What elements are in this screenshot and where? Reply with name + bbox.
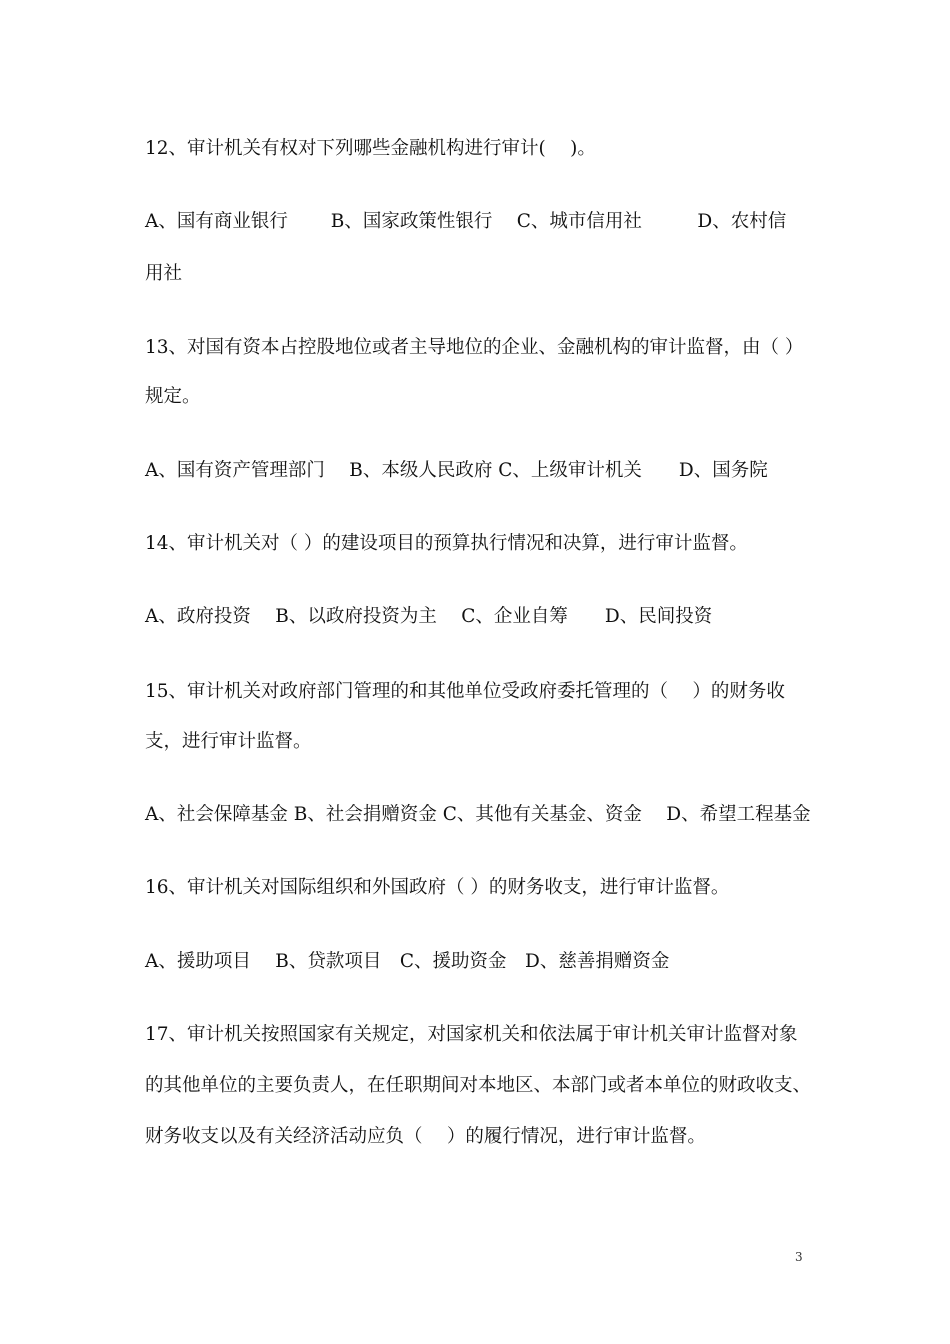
question-12-options-continued: 用社 bbox=[145, 263, 183, 284]
question-17-text-line-3: 财务收支以及有关经济活动应负（ ）的履行情况，进行审计监督。 bbox=[145, 1126, 706, 1147]
question-13-text: 13、对国有资本占控股地位或者主导地位的企业、金融机构的审计监督，由（ ） bbox=[145, 337, 804, 358]
question-12-options: A、国有商业银行 B、国家政策性银行 C、城市信用社 D、农村信 bbox=[145, 211, 787, 232]
question-15-text-continued: 支，进行审计监督。 bbox=[145, 731, 312, 752]
question-17-text-line-2: 的其他单位的主要负责人，在任职期间对本地区、本部门或者本单位的财政收支、 bbox=[145, 1075, 812, 1096]
question-17-text: 17、审计机关按照国家有关规定，对国家机关和依法属于审计机关审计监督对象 bbox=[145, 1024, 798, 1045]
question-15-options: A、社会保障基金 B、社会捐赠资金 C、其他有关基金、资金 D、希望工程基金 bbox=[145, 804, 811, 825]
question-16-text: 16、审计机关对国际组织和外国政府（ ）的财务收支，进行审计监督。 bbox=[145, 877, 730, 898]
question-14-options: A、政府投资 B、以政府投资为主 C、企业自筹 D、民间投资 bbox=[145, 606, 713, 627]
page-number: 3 bbox=[795, 1250, 803, 1264]
question-12-text: 12、审计机关有权对下列哪些金融机构进行审计( )。 bbox=[145, 138, 596, 159]
question-14-text: 14、审计机关对（ ）的建设项目的预算执行情况和决算，进行审计监督。 bbox=[145, 533, 748, 554]
question-13-options: A、国有资产管理部门 B、本级人民政府 C、上级审计机关 D、国务院 bbox=[145, 460, 768, 481]
question-13-text-continued: 规定。 bbox=[145, 386, 201, 407]
question-15-text: 15、审计机关对政府部门管理的和其他单位受政府委托管理的（ ）的财务收 bbox=[145, 681, 785, 702]
question-16-options: A、援助项目 B、贷款项目 C、援助资金 D、慈善捐赠资金 bbox=[145, 951, 670, 972]
